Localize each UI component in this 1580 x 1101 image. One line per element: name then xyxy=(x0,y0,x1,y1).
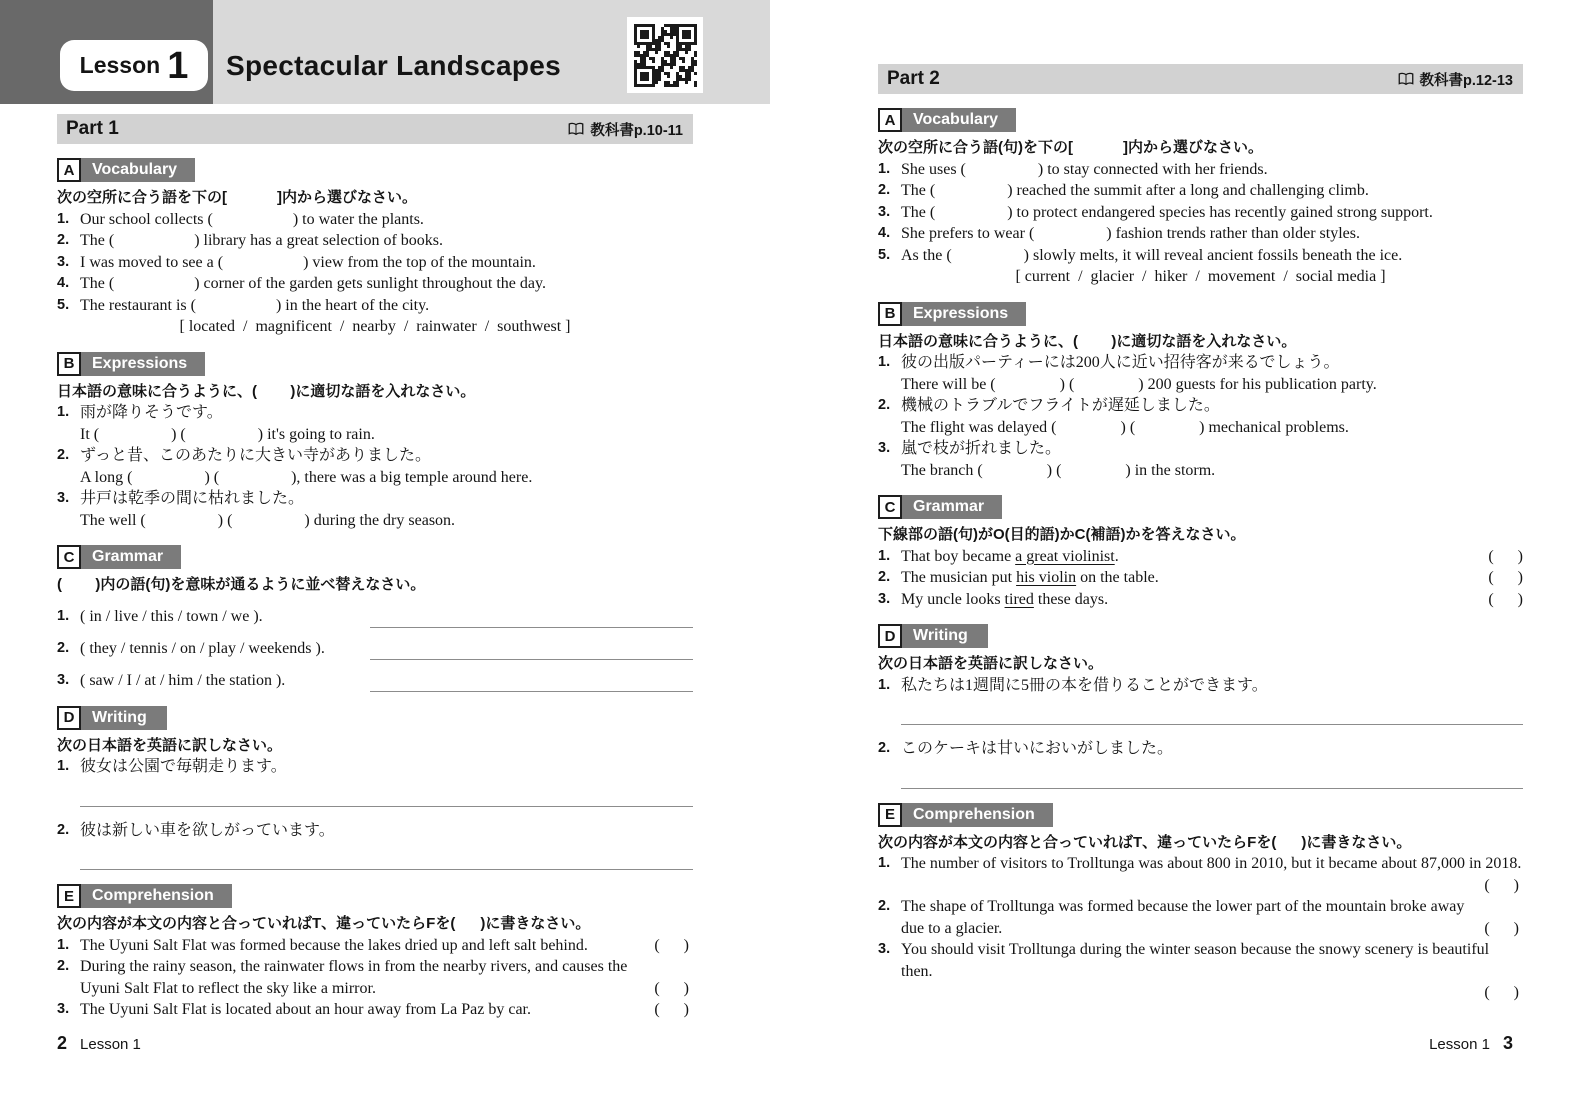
item-text: The Uyuni Salt Flat is located about an hour away from La Paz by car. xyxy=(80,1001,531,1018)
section-title: Vocabulary xyxy=(902,108,1016,132)
item-text: ( they / tennis / on / play / weekends ). xyxy=(80,640,325,657)
exercise-item xyxy=(878,245,1523,267)
exercise-item xyxy=(878,395,1523,417)
exercise-item xyxy=(57,273,693,295)
part2-bar xyxy=(878,64,1523,94)
item-text: The well ( ) ( ) during the dry season. xyxy=(80,511,456,529)
exercise-item xyxy=(878,853,1523,875)
lesson-badge xyxy=(60,40,208,91)
item-number: 2. xyxy=(878,182,891,198)
item-number: 3. xyxy=(878,590,891,607)
answer-paren: ( ) xyxy=(1488,547,1523,565)
item-number: 3. xyxy=(57,672,70,688)
item-number: 1. xyxy=(57,404,70,420)
footer-lesson-label: Lesson 1 xyxy=(1429,1036,1490,1053)
item-english-line xyxy=(57,424,693,446)
answer-paren-line xyxy=(878,875,1523,897)
item-number: 1. xyxy=(878,160,891,177)
section-instruction: 次の空所に合う語(句)を下の[ ]内から選びなさい。 xyxy=(878,139,1263,156)
item-text: My uncle looks tired these days. xyxy=(901,590,1109,608)
item-number: 4. xyxy=(878,225,891,241)
footer-left xyxy=(57,1033,141,1054)
exercise-item xyxy=(878,438,1523,460)
item-number: 1. xyxy=(57,210,70,227)
section-header-expressions xyxy=(57,352,205,376)
page-right xyxy=(878,64,1523,1004)
item-number: 1. xyxy=(878,676,891,693)
exercise-item xyxy=(57,488,693,510)
page-left xyxy=(57,114,693,1021)
qr-code-pattern xyxy=(634,24,697,87)
exercise-item xyxy=(878,352,1523,374)
item-number: 2. xyxy=(57,958,70,974)
section-header-expressions xyxy=(878,302,1026,326)
exercise-item xyxy=(57,638,693,660)
exercise-item xyxy=(878,675,1523,697)
section-title: Grammar xyxy=(81,545,181,569)
item-text: She uses ( ) to stay connected with her friends. xyxy=(901,160,1268,178)
item-number: 3. xyxy=(57,490,70,506)
item-english-line xyxy=(878,417,1523,439)
exercise-item xyxy=(57,935,693,957)
answer-line xyxy=(80,806,693,807)
section-header-comprehension xyxy=(878,803,1053,827)
answer-line xyxy=(80,869,693,870)
item-number: 1. xyxy=(57,608,70,624)
page-number: 2 xyxy=(57,1033,68,1053)
answer-line xyxy=(901,724,1523,725)
footer-lesson-label: Lesson 1 xyxy=(80,1036,141,1053)
section-instruction: 日本語の意味に合うように、( )に適切な語を入れなさい。 xyxy=(878,332,1297,350)
item-number: 3. xyxy=(878,203,891,220)
exercise-item xyxy=(878,567,1523,589)
answer-paren: ( ) xyxy=(1484,984,1519,1001)
item-text: The branch ( ) ( ) in the storm. xyxy=(901,461,1216,479)
section-title: Grammar xyxy=(902,495,1002,519)
answer-paren: ( ) xyxy=(1484,919,1519,937)
textbook-reference xyxy=(567,119,683,140)
item-number: 3. xyxy=(57,253,70,270)
section-header-vocabulary xyxy=(57,158,195,182)
page-title: Spectacular Landscapes xyxy=(226,50,561,81)
book-icon xyxy=(567,122,585,136)
answer-line xyxy=(370,625,693,628)
section-instruction: 次の日本語を英語に訳しなさい。 xyxy=(57,736,283,754)
item-text: As the ( ) slowly melts, it will reveal ancient fossils beneath the ice. xyxy=(901,246,1403,264)
section-header-grammar xyxy=(878,495,1002,519)
part1-bar xyxy=(57,114,693,144)
exercise-item xyxy=(57,252,693,274)
answer-line xyxy=(901,788,1523,789)
exercise-item xyxy=(878,939,1523,982)
textbook-reference xyxy=(1397,69,1513,90)
section-letter: B xyxy=(57,352,81,376)
item-number: 3. xyxy=(57,1001,70,1017)
word-choices: [ located / magnificent / nearby / rainwater / southwest ] xyxy=(179,318,571,335)
exercise-item xyxy=(57,670,693,692)
item-text: The number of visitors to Trolltunga was about 800 in 2010, but it became about 87,000 in 2018. xyxy=(901,855,1522,872)
exercise-item xyxy=(878,202,1523,224)
item-number: 1. xyxy=(878,354,891,370)
item-text: You should visit Trolltunga during the winter season because the snowy scenery is beautiful then. xyxy=(901,941,1494,980)
item-text: The restaurant is ( ) in the heart of the city. xyxy=(80,296,430,314)
item-text: ( in / live / this / town / we ). xyxy=(80,608,263,625)
item-english-line xyxy=(878,460,1523,482)
page-number: 3 xyxy=(1502,1033,1513,1053)
section-title: Vocabulary xyxy=(81,158,195,182)
item-text: The ( ) library has a great selection of books. xyxy=(80,232,444,249)
section-letter: E xyxy=(57,884,81,908)
item-japanese: 嵐で枝が折れました。 xyxy=(901,440,1062,457)
exercise-item xyxy=(57,445,693,467)
item-text: I was moved to see a ( ) view from the top of the mountain. xyxy=(80,253,536,271)
book-icon xyxy=(1397,72,1415,86)
item-text: The ( ) to protect endangered species has recently gained strong support. xyxy=(901,203,1433,221)
section-letter: A xyxy=(878,108,902,132)
item-text: ( saw / I / at / him / the station ). xyxy=(80,672,286,689)
exercise-item xyxy=(57,756,693,778)
exercise-item xyxy=(878,159,1523,181)
item-number: 2. xyxy=(57,640,70,656)
section-header-grammar xyxy=(57,545,181,569)
item-japanese: ずっと昔、このあたりに大きい寺がありました。 xyxy=(80,447,432,464)
exercise-item xyxy=(57,230,693,252)
section-letter: D xyxy=(878,624,902,648)
textbook-ref-text: 教科書p.10-11 xyxy=(590,122,683,139)
item-number: 1. xyxy=(878,855,891,871)
exercise-item xyxy=(878,738,1523,760)
item-japanese: 私たちは1週間に5冊の本を借りることができます。 xyxy=(901,676,1268,694)
textbook-ref-text: 教科書p.12-13 xyxy=(1419,72,1513,89)
lesson-number: 1 xyxy=(167,44,189,87)
item-number: 2. xyxy=(878,569,891,585)
underlined-phrase: his violin xyxy=(1016,569,1077,586)
answer-paren: ( ) xyxy=(1484,876,1519,894)
exercise-item xyxy=(878,589,1523,611)
exercise-item xyxy=(57,956,693,999)
item-number: 3. xyxy=(878,440,891,456)
answer-line xyxy=(370,657,693,660)
item-text: A long ( ) ( ), there was a big temple around here. xyxy=(80,468,533,486)
word-choices: [ current / glacier / hiker / movement / social media ] xyxy=(1015,268,1386,285)
item-number: 3. xyxy=(878,941,891,957)
item-number: 2. xyxy=(57,447,70,463)
item-japanese: 彼は新しい車を欲しがっています。 xyxy=(80,821,335,839)
item-number: 5. xyxy=(57,296,70,313)
exercise-item xyxy=(878,180,1523,202)
item-text: The ( ) reached the summit after a long and challenging climb. xyxy=(901,182,1369,199)
section-instruction: 次の内容が本文の内容と合っていればT、違っていたらFを( )に書きなさい。 xyxy=(57,915,591,932)
section-letter: C xyxy=(878,495,902,519)
footer-right xyxy=(1429,1033,1513,1054)
section-title: Comprehension xyxy=(902,803,1053,827)
exercise-item xyxy=(878,546,1523,568)
section-header-writing xyxy=(57,706,167,730)
section-instruction: ( )内の語(句)を意味が通るように並べ替えなさい。 xyxy=(57,576,426,593)
exercise-item xyxy=(57,295,693,317)
section-letter: C xyxy=(57,545,81,569)
section-letter: E xyxy=(878,803,902,827)
section-title: Comprehension xyxy=(81,884,232,908)
answer-line xyxy=(370,689,693,692)
item-text: The ( ) corner of the garden gets sunlight throughout the day. xyxy=(80,275,546,292)
answer-paren: ( ) xyxy=(1488,590,1523,608)
item-number: 4. xyxy=(57,275,70,291)
item-english-line xyxy=(57,510,693,532)
section-instruction: 次の日本語を英語に訳しなさい。 xyxy=(878,655,1104,672)
section-letter: D xyxy=(57,706,81,730)
exercise-item xyxy=(878,896,1523,939)
item-english-line xyxy=(57,467,693,489)
exercise-item xyxy=(57,209,693,231)
answer-paren: ( ) xyxy=(1488,569,1523,586)
section-instruction: 次の内容が本文の内容と合っていればT、違っていたらFを( )に書きなさい。 xyxy=(878,833,1412,851)
section-letter: A xyxy=(57,158,81,182)
item-number: 1. xyxy=(878,547,891,564)
item-number: 2. xyxy=(878,397,891,413)
item-number: 1. xyxy=(57,936,70,953)
qr-code xyxy=(627,17,703,93)
item-text: It ( ) ( ) it's going to rain. xyxy=(80,425,375,443)
item-text: During the rainy season, the rainwater flows in from the nearby rivers, and causes the Uyuni Salt Flat to reflect the sky like a mirror. xyxy=(80,958,632,997)
section-letter: B xyxy=(878,302,902,326)
item-text: The shape of Trolltunga was formed because the lower part of the mountain broke away due to a glacier. xyxy=(901,898,1469,937)
section-instruction: 日本語の意味に合うように、( )に適切な語を入れなさい。 xyxy=(57,382,476,400)
section-header-comprehension xyxy=(57,884,232,908)
section-title: Expressions xyxy=(81,352,205,376)
part2-label: Part 2 xyxy=(887,68,940,89)
item-number: 5. xyxy=(878,246,891,263)
item-number: 2. xyxy=(57,232,70,248)
answer-paren-line xyxy=(878,982,1523,1004)
exercise-item xyxy=(57,606,693,628)
item-japanese: 彼女は公園で毎朝走ります。 xyxy=(80,758,287,775)
item-text: The flight was delayed ( ) ( ) mechanical problems. xyxy=(901,418,1349,436)
item-text: She prefers to wear ( ) fashion trends rather than older styles. xyxy=(901,225,1360,242)
answer-paren: ( ) xyxy=(654,1001,689,1018)
exercise-item xyxy=(57,999,693,1021)
answer-paren: ( ) xyxy=(654,936,689,954)
section-instruction: 下線部の語(句)がO(目的語)かC(補語)かを答えなさい。 xyxy=(878,526,1246,543)
exercise-item xyxy=(57,402,693,424)
part1-label: Part 1 xyxy=(66,118,119,139)
item-text: The Uyuni Salt Flat was formed because the lakes dried up and left salt behind. xyxy=(80,936,588,954)
underlined-phrase: tired xyxy=(1004,590,1034,608)
item-japanese: 井戸は乾季の間に枯れました。 xyxy=(80,490,305,507)
section-title: Expressions xyxy=(902,302,1026,326)
item-japanese: 機械のトラブルでフライトが遅延しました。 xyxy=(901,397,1220,414)
section-header-writing xyxy=(878,624,988,648)
item-japanese: 雨が降りそうです。 xyxy=(80,404,223,421)
item-number: 1. xyxy=(57,758,70,774)
exercise-item xyxy=(878,223,1523,245)
section-instruction: 次の空所に合う語を下の[ ]内から選びなさい。 xyxy=(57,189,418,206)
item-japanese: このケーキは甘いにおいがしました。 xyxy=(901,740,1174,757)
exercise-item xyxy=(57,820,693,842)
item-text: The musician put his violin on the table. xyxy=(901,569,1159,586)
item-text: That boy became a great violinist. xyxy=(901,547,1119,565)
underlined-phrase: a great violinist xyxy=(1015,547,1115,565)
item-text: There will be ( ) ( ) 200 guests for his publication party. xyxy=(901,375,1377,393)
lesson-label: Lesson xyxy=(79,52,161,78)
item-number: 2. xyxy=(878,740,891,756)
section-title: Writing xyxy=(902,624,988,648)
item-japanese: 彼の出版パーティーには200人に近い招待客が来るでしょう。 xyxy=(901,354,1340,371)
item-text: Our school collects ( ) to water the plants. xyxy=(80,210,424,228)
item-number: 2. xyxy=(57,821,70,838)
section-title: Writing xyxy=(81,706,167,730)
item-number: 2. xyxy=(878,898,891,914)
answer-paren: ( ) xyxy=(654,979,689,997)
section-header-vocabulary xyxy=(878,108,1016,132)
item-english-line xyxy=(878,374,1523,396)
